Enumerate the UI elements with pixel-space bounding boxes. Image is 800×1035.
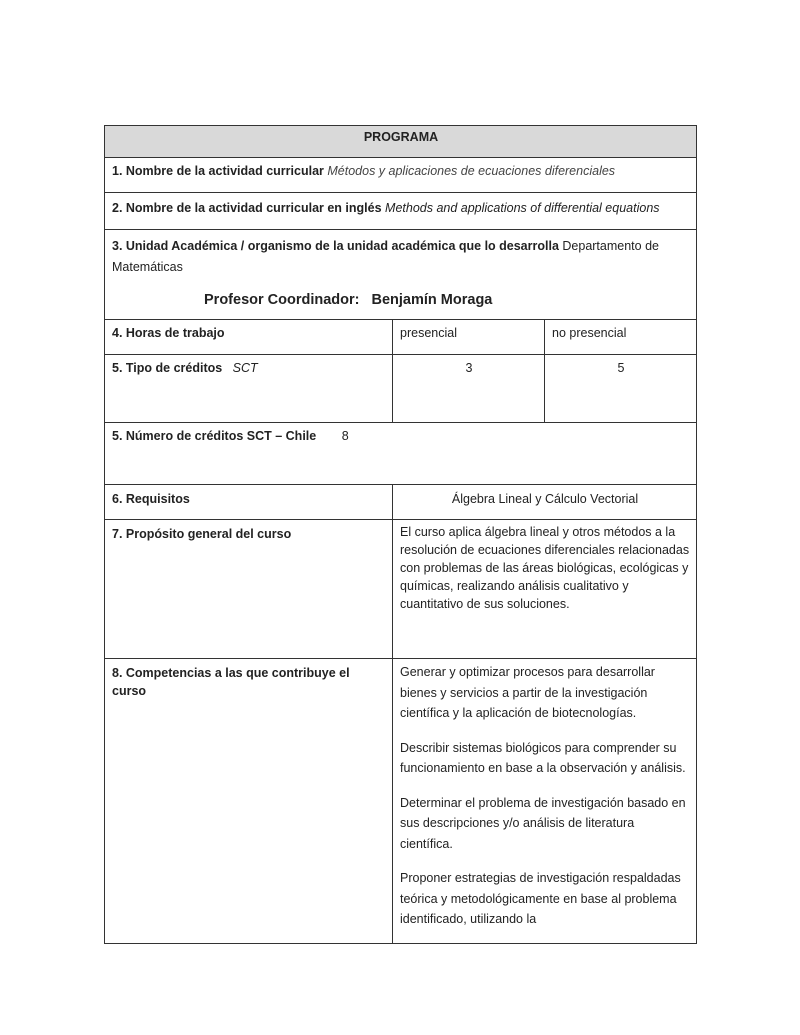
row-label: 4. Horas de trabajo <box>105 320 393 355</box>
program-table <box>104 125 697 944</box>
row-value: El curso aplica álgebra lineal y otros métodos a la resolución de ecuaciones diferenciales relacionadas con problemas de las áreas biológicas, ecológicas y químicas, realizando análisis cualitativo y cuantitativo de sus soluciones. <box>393 520 697 659</box>
table-title: PROGRAMA <box>105 126 697 158</box>
row-value: Métodos y aplicaciones de ecuaciones diferenciales <box>327 164 616 178</box>
credit-unit: SCT <box>232 361 258 375</box>
row-value: 8 <box>341 429 349 443</box>
table-header-row <box>105 126 697 158</box>
table-row <box>105 355 697 423</box>
coordinator-name: Benjamín Moraga <box>371 292 493 308</box>
cell-credits-no-presencial: 5 <box>545 355 697 423</box>
table-row <box>105 520 697 659</box>
table-row <box>105 659 697 944</box>
competency-paragraph: Generar y optimizar procesos para desarrollar bienes y servicios a partir de la investigación científica y la aplicación de biotecnologías. <box>400 665 655 720</box>
row-label: 2. Nombre de la actividad curricular en inglés <box>112 201 382 215</box>
competencies-cell <box>393 659 697 944</box>
table-row <box>105 158 697 193</box>
coordinator-label: Profesor Coordinador: <box>204 292 360 308</box>
row-label: 3. Unidad Académica / organismo de la unidad académica que lo desarrolla <box>112 239 559 253</box>
row-value: Methods and applications of differential equations <box>385 201 660 215</box>
row-label: 8. Competencias a las que contribuye el curso <box>105 659 393 944</box>
table-row <box>105 485 697 520</box>
cell-presencial: presencial <box>393 320 545 355</box>
row-label: 1. Nombre de la actividad curricular <box>112 164 324 178</box>
row-value: Álgebra Lineal y Cálculo Vectorial <box>393 485 697 520</box>
cell-credits-presencial: 3 <box>393 355 545 423</box>
coordinator-line <box>112 291 690 309</box>
row-label: 5. Número de créditos SCT – Chile <box>112 429 317 443</box>
table-row <box>105 193 697 230</box>
table-row <box>105 423 697 485</box>
competency-paragraph: Proponer estrategias de investigación respaldadas teórica y metodológicamente en base al problema identificado, utilizando la <box>400 871 681 926</box>
table-row <box>105 320 697 355</box>
cell-no-presencial: no presencial <box>545 320 697 355</box>
competency-paragraph: Determinar el problema de investigación basado en sus descripciones y/o análisis de literatura científica. <box>400 795 686 851</box>
row-label: 5. Tipo de créditos <box>112 361 223 375</box>
competency-paragraph: Describir sistemas biológicos para comprender su funcionamiento en base a la observación y análisis. <box>400 740 686 775</box>
table-row <box>105 230 697 320</box>
row-label: 7. Propósito general del curso <box>105 520 393 659</box>
row-value: Departamento de Matemáticas <box>112 239 659 274</box>
row-label: 6. Requisitos <box>105 485 393 520</box>
